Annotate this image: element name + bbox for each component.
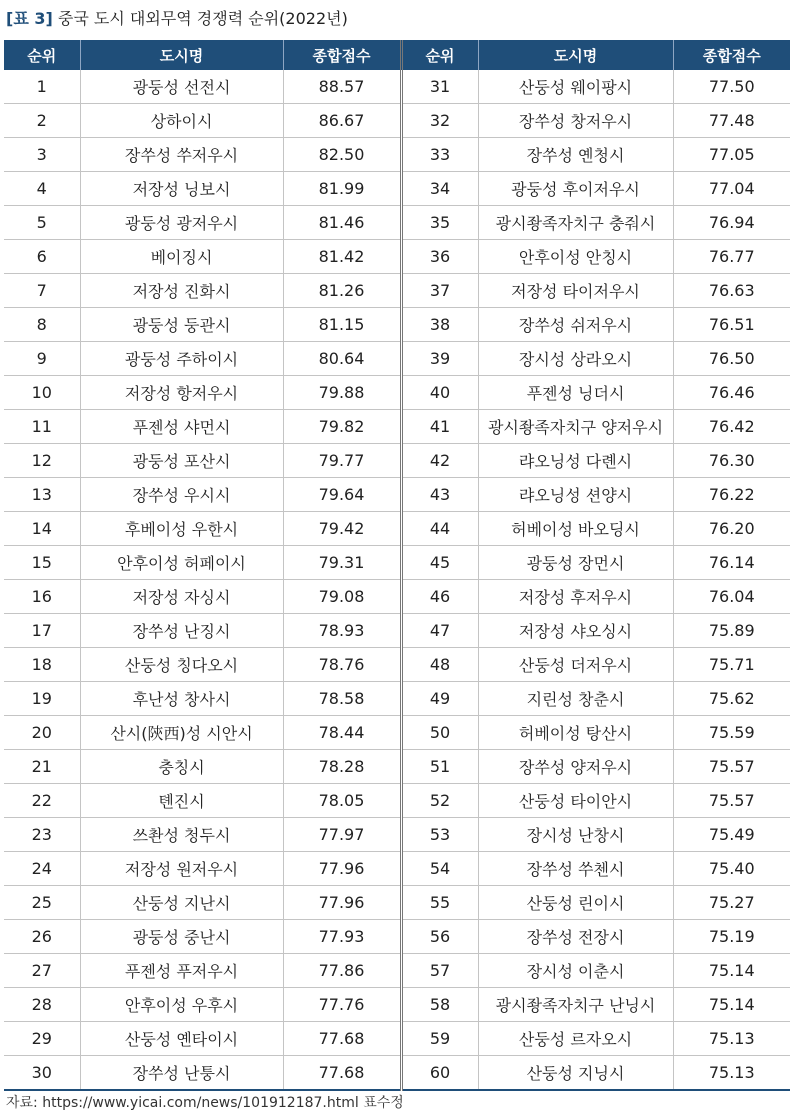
city-cell: 광둥성 중난시: [80, 920, 283, 954]
score-cell: 80.64: [283, 342, 401, 376]
score-cell: 81.26: [283, 274, 401, 308]
rank-cell: 3: [4, 138, 80, 172]
table-row: [4, 818, 790, 852]
score-cell: 76.50: [673, 342, 790, 376]
rank-cell: 11: [4, 410, 80, 444]
score-cell: 76.77: [673, 240, 790, 274]
score-cell: 75.71: [673, 648, 790, 682]
rank-cell: 20: [4, 716, 80, 750]
table-row: [4, 206, 790, 240]
score-cell: 79.64: [283, 478, 401, 512]
score-cell: 77.68: [283, 1056, 401, 1091]
city-cell: 산시(陝西)성 시안시: [80, 716, 283, 750]
city-cell: 장시성 난창시: [478, 818, 673, 852]
score-cell: 81.42: [283, 240, 401, 274]
score-cell: 88.57: [283, 70, 401, 104]
score-cell: 82.50: [283, 138, 401, 172]
rank-cell: 10: [4, 376, 80, 410]
rank-cell: 49: [401, 682, 478, 716]
rank-cell: 57: [401, 954, 478, 988]
score-cell: 76.46: [673, 376, 790, 410]
city-cell: 충칭시: [80, 750, 283, 784]
table-row: [4, 920, 790, 954]
rank-cell: 56: [401, 920, 478, 954]
rank-cell: 34: [401, 172, 478, 206]
table-row: [4, 172, 790, 206]
city-cell: 산둥성 린이시: [478, 886, 673, 920]
score-cell: 75.49: [673, 818, 790, 852]
table-title: 중국 도시 대외무역 경쟁력 순위(2022년): [57, 9, 348, 28]
score-cell: 79.08: [283, 580, 401, 614]
rank-cell: 32: [401, 104, 478, 138]
table-row: [4, 580, 790, 614]
score-cell: 77.93: [283, 920, 401, 954]
city-cell: 상하이시: [80, 104, 283, 138]
table-row: [4, 1022, 790, 1056]
score-cell: 76.22: [673, 478, 790, 512]
rank-cell: 45: [401, 546, 478, 580]
table-row: [4, 648, 790, 682]
city-cell: 산둥성 지난시: [80, 886, 283, 920]
rank-cell: 33: [401, 138, 478, 172]
table-row: [4, 988, 790, 1022]
city-cell: 허베이성 바오딩시: [478, 512, 673, 546]
city-cell: 후베이성 우한시: [80, 512, 283, 546]
city-cell: 장쑤성 양저우시: [478, 750, 673, 784]
score-cell: 78.93: [283, 614, 401, 648]
score-cell: 78.58: [283, 682, 401, 716]
rank-cell: 18: [4, 648, 80, 682]
city-cell: 광둥성 후이저우시: [478, 172, 673, 206]
table-row: [4, 274, 790, 308]
score-cell: 75.59: [673, 716, 790, 750]
header-rank: 순위: [401, 40, 478, 70]
city-cell: 저장성 타이저우시: [478, 274, 673, 308]
table-header-row: [4, 40, 790, 70]
score-cell: 78.76: [283, 648, 401, 682]
score-cell: 78.05: [283, 784, 401, 818]
rank-cell: 23: [4, 818, 80, 852]
rank-cell: 43: [401, 478, 478, 512]
score-cell: 77.05: [673, 138, 790, 172]
city-cell: 산둥성 더저우시: [478, 648, 673, 682]
table-row: [4, 104, 790, 138]
score-cell: 79.77: [283, 444, 401, 478]
table-row: [4, 886, 790, 920]
score-cell: 77.96: [283, 852, 401, 886]
rank-cell: 26: [4, 920, 80, 954]
ranking-table: [4, 40, 790, 1091]
city-cell: 광둥성 장먼시: [478, 546, 673, 580]
score-cell: 86.67: [283, 104, 401, 138]
rank-cell: 7: [4, 274, 80, 308]
city-cell: 광시좡족자치구 양저우시: [478, 410, 673, 444]
city-cell: 저장성 닝보시: [80, 172, 283, 206]
rank-cell: 35: [401, 206, 478, 240]
city-cell: 저장성 원저우시: [80, 852, 283, 886]
city-cell: 안후이성 우후시: [80, 988, 283, 1022]
score-cell: 75.62: [673, 682, 790, 716]
rank-cell: 31: [401, 70, 478, 104]
rank-cell: 25: [4, 886, 80, 920]
rank-cell: 47: [401, 614, 478, 648]
rank-cell: 21: [4, 750, 80, 784]
rank-cell: 13: [4, 478, 80, 512]
rank-cell: 14: [4, 512, 80, 546]
table-number-tag: [표 3]: [6, 9, 53, 28]
city-cell: 저장성 진화시: [80, 274, 283, 308]
score-cell: 79.42: [283, 512, 401, 546]
city-cell: 랴오닝성 다롄시: [478, 444, 673, 478]
rank-cell: 38: [401, 308, 478, 342]
table-row: [4, 954, 790, 988]
city-cell: 광시좡족자치구 난닝시: [478, 988, 673, 1022]
city-cell: 쓰촨성 청두시: [80, 818, 283, 852]
city-cell: 장쑤성 쑤저우시: [80, 138, 283, 172]
table-row: [4, 444, 790, 478]
rank-cell: 16: [4, 580, 80, 614]
score-cell: 77.68: [283, 1022, 401, 1056]
rank-cell: 40: [401, 376, 478, 410]
score-cell: 76.20: [673, 512, 790, 546]
city-cell: 장쑤성 난퉁시: [80, 1056, 283, 1091]
rank-cell: 17: [4, 614, 80, 648]
header-rank: 순위: [4, 40, 80, 70]
table-row: [4, 308, 790, 342]
table-row: [4, 716, 790, 750]
score-cell: 77.86: [283, 954, 401, 988]
city-cell: 장쑤성 창저우시: [478, 104, 673, 138]
table-row: [4, 1056, 790, 1091]
rank-cell: 55: [401, 886, 478, 920]
header-score: 종합점수: [673, 40, 790, 70]
city-cell: 광둥성 광저우시: [80, 206, 283, 240]
city-cell: 장쑤성 옌청시: [478, 138, 673, 172]
city-cell: 장쑤성 쑤첸시: [478, 852, 673, 886]
rank-cell: 27: [4, 954, 80, 988]
table-row: [4, 70, 790, 104]
table-body: [4, 70, 790, 1090]
rank-cell: 37: [401, 274, 478, 308]
rank-cell: 12: [4, 444, 80, 478]
city-cell: 베이징시: [80, 240, 283, 274]
city-cell: 장시성 이춘시: [478, 954, 673, 988]
city-cell: 광둥성 둥관시: [80, 308, 283, 342]
city-cell: 산둥성 옌타이시: [80, 1022, 283, 1056]
table-row: [4, 342, 790, 376]
score-cell: 79.82: [283, 410, 401, 444]
city-cell: 광둥성 주하이시: [80, 342, 283, 376]
rank-cell: 60: [401, 1056, 478, 1091]
score-cell: 75.14: [673, 988, 790, 1022]
table-row: [4, 376, 790, 410]
score-cell: 75.19: [673, 920, 790, 954]
rank-cell: 30: [4, 1056, 80, 1091]
rank-cell: 50: [401, 716, 478, 750]
score-cell: 75.57: [673, 750, 790, 784]
city-cell: 저장성 자싱시: [80, 580, 283, 614]
table-row: [4, 750, 790, 784]
rank-cell: 44: [401, 512, 478, 546]
rank-cell: 2: [4, 104, 80, 138]
score-cell: 76.63: [673, 274, 790, 308]
rank-cell: 58: [401, 988, 478, 1022]
rank-cell: 48: [401, 648, 478, 682]
score-cell: 77.76: [283, 988, 401, 1022]
score-cell: 77.97: [283, 818, 401, 852]
rank-cell: 41: [401, 410, 478, 444]
score-cell: 77.50: [673, 70, 790, 104]
city-cell: 지린성 창춘시: [478, 682, 673, 716]
score-cell: 75.14: [673, 954, 790, 988]
score-cell: 77.04: [673, 172, 790, 206]
score-cell: 76.51: [673, 308, 790, 342]
rank-cell: 8: [4, 308, 80, 342]
score-cell: 75.89: [673, 614, 790, 648]
city-cell: 푸젠성 샤먼시: [80, 410, 283, 444]
city-cell: 장쑤성 전장시: [478, 920, 673, 954]
city-cell: 톈진시: [80, 784, 283, 818]
rank-cell: 6: [4, 240, 80, 274]
table-row: [4, 478, 790, 512]
rank-cell: 15: [4, 546, 80, 580]
rank-cell: 51: [401, 750, 478, 784]
city-cell: 광둥성 포산시: [80, 444, 283, 478]
city-cell: 저장성 샤오싱시: [478, 614, 673, 648]
rank-cell: 22: [4, 784, 80, 818]
rank-cell: 28: [4, 988, 80, 1022]
rank-cell: 36: [401, 240, 478, 274]
city-cell: 산둥성 르자오시: [478, 1022, 673, 1056]
table-row: [4, 546, 790, 580]
city-cell: 장시성 상라오시: [478, 342, 673, 376]
score-cell: 81.15: [283, 308, 401, 342]
score-cell: 76.30: [673, 444, 790, 478]
score-cell: 75.57: [673, 784, 790, 818]
score-cell: 76.14: [673, 546, 790, 580]
city-cell: 안후이성 허페이시: [80, 546, 283, 580]
city-cell: 장쑤성 난징시: [80, 614, 283, 648]
city-cell: 푸젠성 푸저우시: [80, 954, 283, 988]
rank-cell: 46: [401, 580, 478, 614]
city-cell: 저장성 항저우시: [80, 376, 283, 410]
header-city: 도시명: [80, 40, 283, 70]
city-cell: 푸젠성 닝더시: [478, 376, 673, 410]
table-row: [4, 512, 790, 546]
score-cell: 77.48: [673, 104, 790, 138]
city-cell: 장쑤성 쉬저우시: [478, 308, 673, 342]
rank-cell: 24: [4, 852, 80, 886]
score-cell: 75.13: [673, 1056, 790, 1091]
score-cell: 79.88: [283, 376, 401, 410]
table-row: [4, 240, 790, 274]
table-row: [4, 784, 790, 818]
city-cell: 안후이성 안칭시: [478, 240, 673, 274]
city-cell: 산둥성 칭다오시: [80, 648, 283, 682]
city-cell: 저장성 후저우시: [478, 580, 673, 614]
table-caption: [6, 4, 348, 34]
score-cell: 76.42: [673, 410, 790, 444]
score-cell: 78.44: [283, 716, 401, 750]
score-cell: 75.40: [673, 852, 790, 886]
score-cell: 77.96: [283, 886, 401, 920]
table-row: [4, 682, 790, 716]
score-cell: 78.28: [283, 750, 401, 784]
rank-cell: 39: [401, 342, 478, 376]
header-score: 종합점수: [283, 40, 401, 70]
city-cell: 허베이성 탕산시: [478, 716, 673, 750]
score-cell: 79.31: [283, 546, 401, 580]
source-note: 자료: https://www.yicai.com/news/101912187.html 표수정: [6, 1095, 404, 1111]
table-row: [4, 138, 790, 172]
score-cell: 76.04: [673, 580, 790, 614]
city-cell: 산둥성 웨이팡시: [478, 70, 673, 104]
city-cell: 장쑤성 우시시: [80, 478, 283, 512]
city-cell: 후난성 창사시: [80, 682, 283, 716]
score-cell: 76.94: [673, 206, 790, 240]
rank-cell: 53: [401, 818, 478, 852]
rank-cell: 59: [401, 1022, 478, 1056]
city-cell: 산둥성 지닝시: [478, 1056, 673, 1091]
rank-cell: 9: [4, 342, 80, 376]
score-cell: 81.46: [283, 206, 401, 240]
score-cell: 81.99: [283, 172, 401, 206]
header-city: 도시명: [478, 40, 673, 70]
table-row: [4, 410, 790, 444]
city-cell: 랴오닝성 션양시: [478, 478, 673, 512]
city-cell: 산둥성 타이안시: [478, 784, 673, 818]
rank-cell: 1: [4, 70, 80, 104]
city-cell: 광둥성 선전시: [80, 70, 283, 104]
rank-cell: 52: [401, 784, 478, 818]
table-row: [4, 852, 790, 886]
rank-cell: 42: [401, 444, 478, 478]
rank-cell: 4: [4, 172, 80, 206]
score-cell: 75.13: [673, 1022, 790, 1056]
rank-cell: 29: [4, 1022, 80, 1056]
table-row: [4, 614, 790, 648]
score-cell: 75.27: [673, 886, 790, 920]
city-cell: 광시좡족자치구 충줘시: [478, 206, 673, 240]
rank-cell: 19: [4, 682, 80, 716]
rank-cell: 5: [4, 206, 80, 240]
rank-cell: 54: [401, 852, 478, 886]
